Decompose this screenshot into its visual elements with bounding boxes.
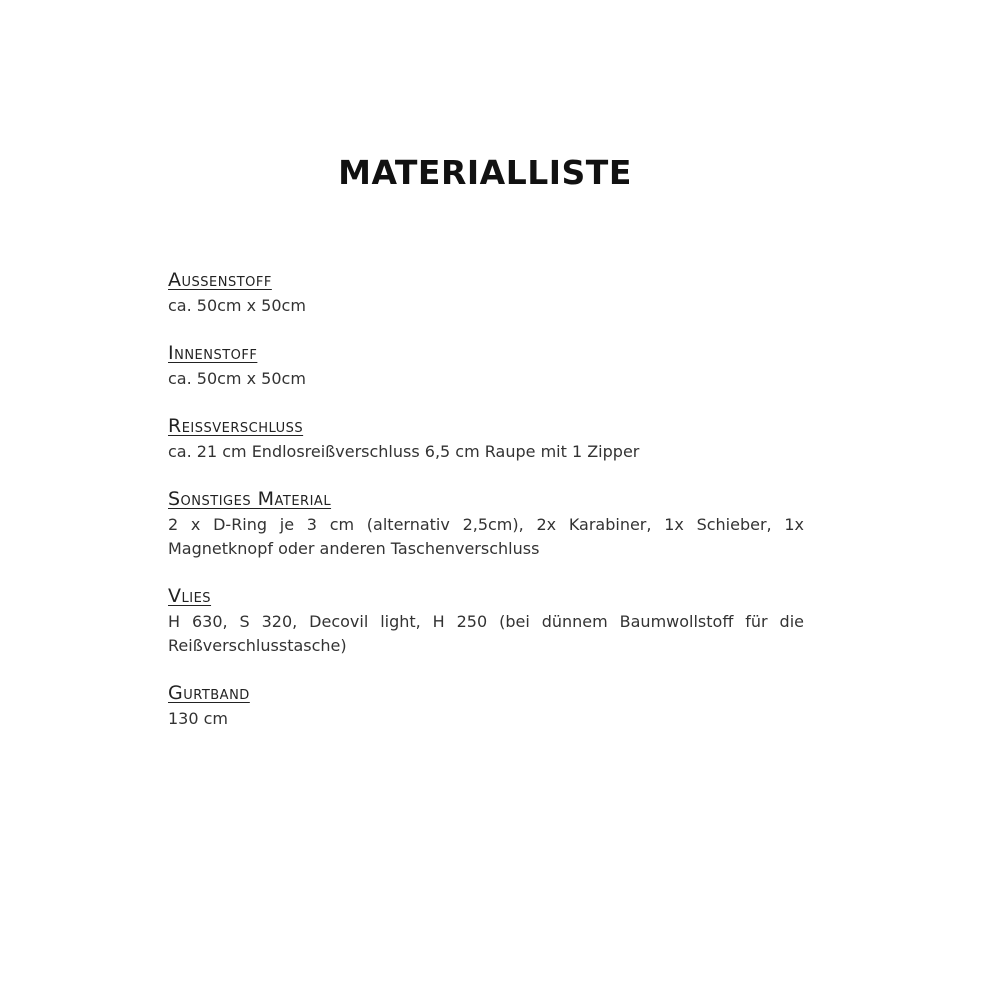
section-text: ca. 21 cm Endlosreißverschluss 6,5 cm Raupe mit 1 Zipper [168, 442, 640, 461]
page-title: MATERIALLISTE [338, 153, 632, 192]
material-list [168, 267, 804, 753]
section-text: ca. 50cm x 50cm [168, 369, 306, 388]
section-gurtband [168, 680, 804, 731]
section-heading: Innenstoff [168, 342, 258, 364]
section-sonstiges-material [168, 486, 804, 561]
section-text: 2 x D-Ring je 3 cm (alternativ 2,5cm), 2x Karabiner, 1x Schieber, 1x Magnetknopf oder anderen Taschenverschluss [168, 515, 804, 558]
section-heading: Gurtband [168, 682, 250, 704]
section-heading: Aussenstoff [168, 269, 272, 291]
section-reissverschluss [168, 413, 804, 464]
section-text: H 630, S 320, Decovil light, H 250 (bei dünnem Baumwollstoff für die Reißverschlusstasche) [168, 612, 804, 655]
section-heading: Sonstiges Material [168, 488, 332, 510]
section-text: 130 cm [168, 709, 229, 728]
section-heading: Reissverschluss [168, 415, 304, 437]
section-vlies [168, 583, 804, 658]
section-innenstoff [168, 340, 804, 391]
section-aussenstoff [168, 267, 804, 318]
section-heading: Vlies [168, 585, 212, 607]
section-text: ca. 50cm x 50cm [168, 296, 306, 315]
